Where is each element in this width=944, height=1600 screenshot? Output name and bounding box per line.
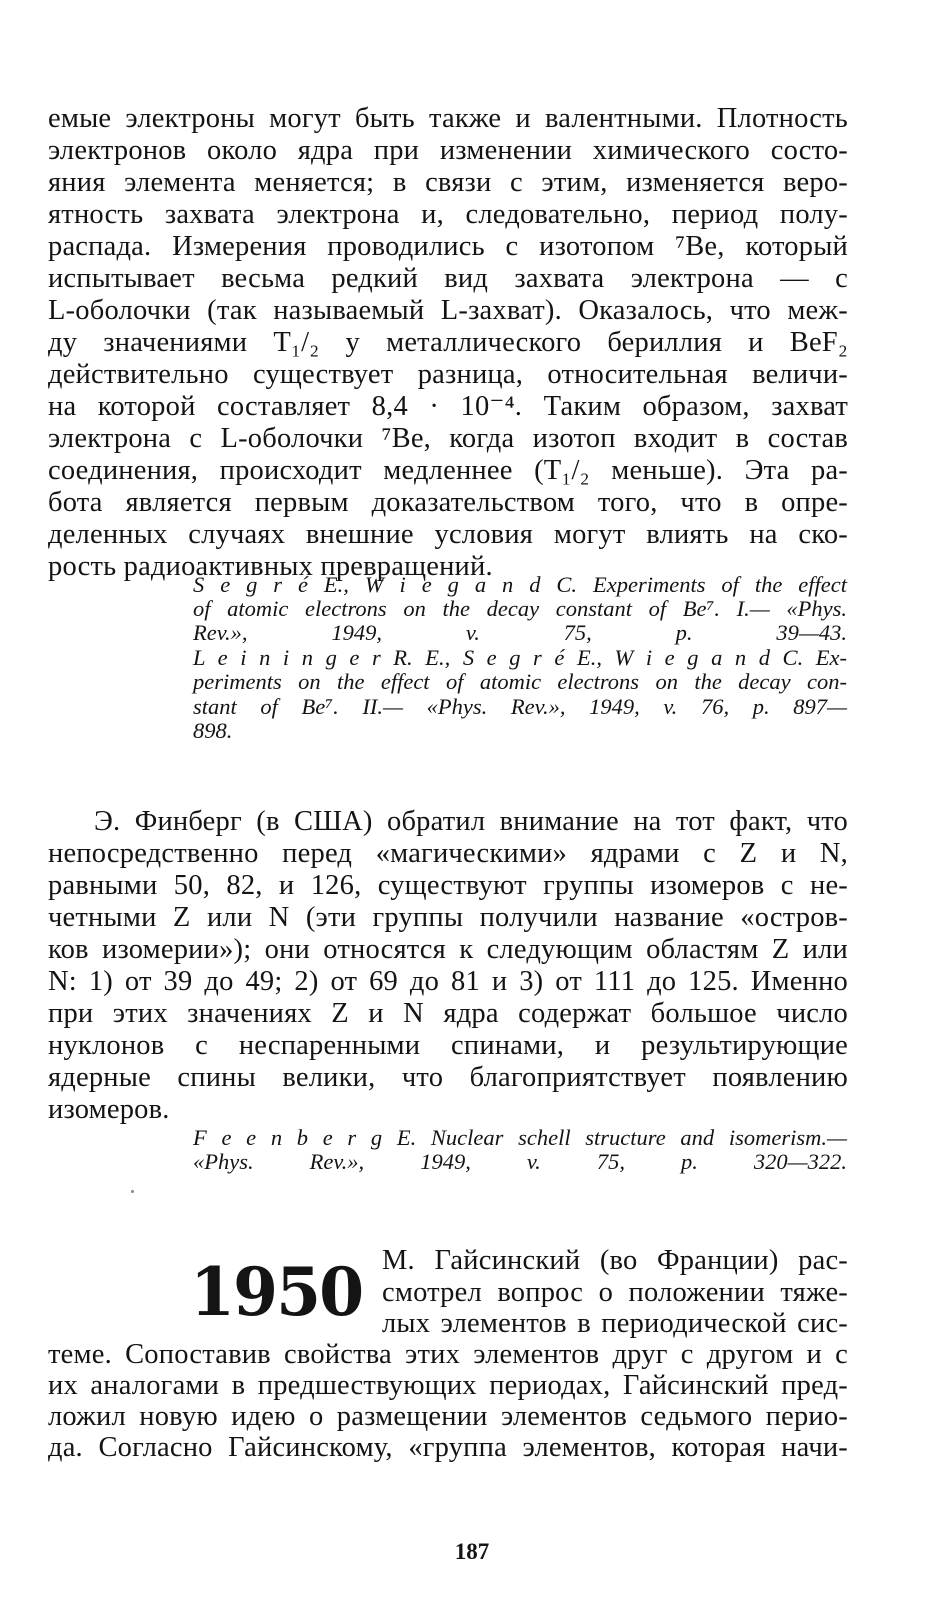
text-line: равными 50, 82, и 126, существуют группы изомеров с не- xyxy=(48,870,848,901)
text-line: деленных случаях внешние условия могут влиять на ско- xyxy=(48,519,848,550)
text-line: ятность захвата электрона и, следовательно, период полу- xyxy=(48,199,848,230)
reference-line: S e g r é E., W i e g a n d C. Experiments of the effect xyxy=(193,572,847,597)
text-line: ложил новую идею о размещении элементов седьмого перио- xyxy=(48,1401,848,1432)
text-line: теме. Сопоставив свойства этих элементов друг с другом и с xyxy=(48,1339,848,1370)
text-line: их аналогами в предшествующих периодах, Гайсинский пред- xyxy=(48,1370,848,1401)
text-line: ду значениями T₁/₂ у металлического бериллия и BeF₂ xyxy=(48,327,848,358)
text-line: ков изомерии»); они относятся к следующим областям Z или xyxy=(48,934,848,965)
text-line: Э. Финберг (в США) обратил внимание на тот факт, что xyxy=(94,806,848,837)
reference-line: F e e n b e r g E. Nuclear schell structure and isomerism.— xyxy=(193,1125,847,1150)
page-number: 187 xyxy=(454,1539,490,1564)
text-line: действительно существует разница, относительная величи- xyxy=(48,359,848,390)
reference-line: periments on the effect of atomic electrons on the decay con- xyxy=(193,669,847,694)
text-line: смотрел вопрос о положении тяже- xyxy=(382,1277,848,1308)
year-heading: 1950 xyxy=(190,1253,363,1331)
text-line: распада. Измерения проводились с изотопом ⁷Be, который xyxy=(48,231,848,262)
text-line: соединения, происходит медленнее (T₁/₂ меньше). Эта ра- xyxy=(48,455,848,486)
text-line: М. Гайсинский (во Франции) рас- xyxy=(382,1245,848,1276)
reference-line: of atomic electrons on the decay constant of Be⁷. I.— «Phys. xyxy=(193,596,847,621)
reference-line: stant of Be⁷. II.— «Phys. Rev.», 1949, v. 76, p. 897— xyxy=(193,694,847,719)
text-line: испытывает весьма редкий вид захвата электрона — с xyxy=(48,263,848,294)
text-line: L-оболочки (так называемый L-захват). Оказалось, что меж- xyxy=(48,295,848,326)
text-line: электрона с L-оболочки ⁷Be, когда изотоп входит в состав xyxy=(48,423,848,454)
text-line: рость радиоактивных превращений. xyxy=(48,551,493,582)
reference-line: 898. xyxy=(193,718,233,743)
text-line: электронов около ядра при изменении химического состо- xyxy=(48,135,848,166)
text-line: ядерные спины велики, что благоприятствует появлению xyxy=(48,1062,848,1093)
print-speck xyxy=(131,1190,134,1193)
reference-line: Rev.», 1949, v. 75, p. 39—43. xyxy=(193,620,847,645)
text-line: четными Z или N (эти группы получили название «остров- xyxy=(48,902,848,933)
text-line: яния элемента меняется; в связи с этим, изменяется веро- xyxy=(48,167,848,198)
text-line: бота является первым доказательством того, что в опре- xyxy=(48,487,848,518)
text-line: непосредственно перед «магическими» ядрами с Z и N, xyxy=(48,838,848,869)
text-line: при этих значениях Z и N ядра содержат большое число xyxy=(48,998,848,1029)
text-line: емые электроны могут быть также и валентными. Плотность xyxy=(48,103,848,134)
text-line: изомеров. xyxy=(48,1094,170,1125)
text-line: да. Согласно Гайсинскому, «группа элементов, которая начи- xyxy=(48,1432,848,1463)
text-line: лых элементов в периодической сис- xyxy=(382,1308,848,1339)
text-line: N: 1) от 39 до 49; 2) от 69 до 81 и 3) от 111 до 125. Именно xyxy=(48,966,848,997)
text-line: на которой составляет 8,4 · 10⁻⁴. Таким образом, захват xyxy=(48,391,848,422)
reference-line: L e i n i n g e r R. E., S e g r é E., W i e g a n d C. Ex- xyxy=(193,645,847,670)
reference-line: «Phys. Rev.», 1949, v. 75, p. 320—322. xyxy=(193,1149,847,1174)
text-line: нуклонов с неспаренными спинами, и результирующие xyxy=(48,1030,848,1061)
